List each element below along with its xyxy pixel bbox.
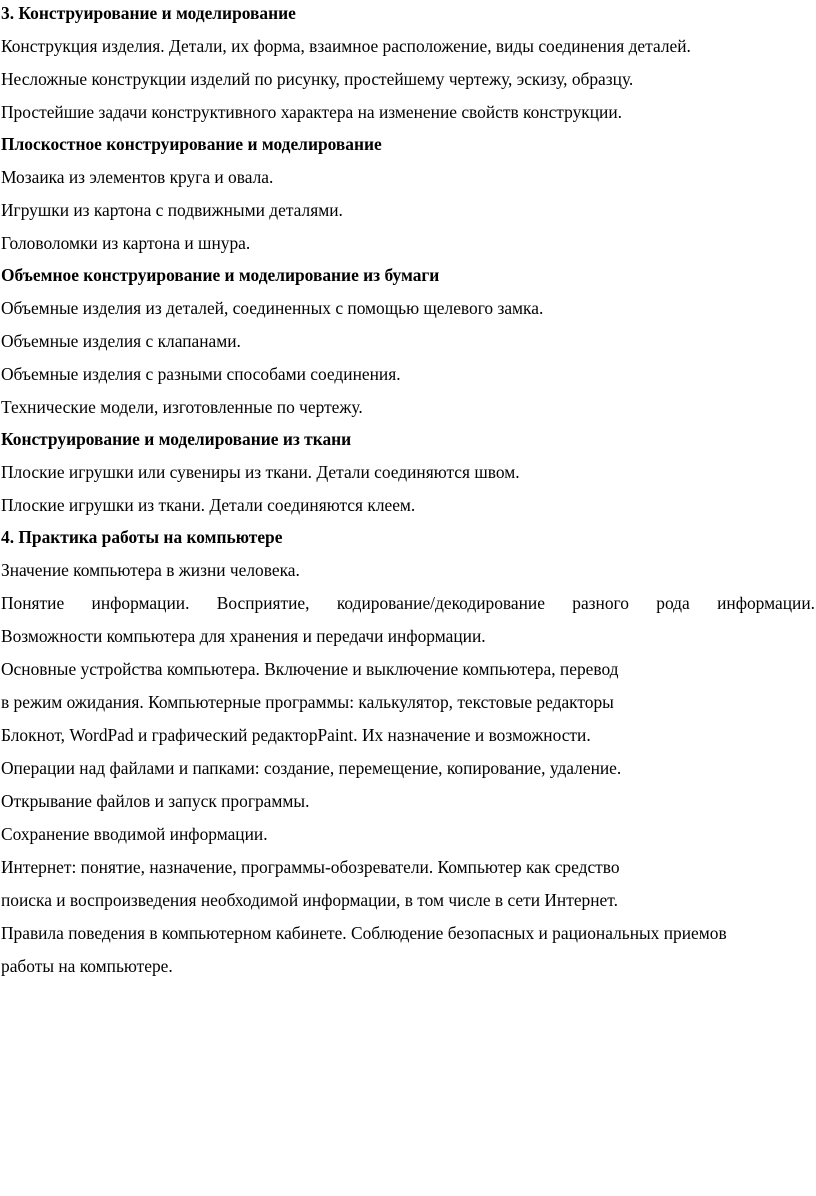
section-4-heading: 4. Практика работы на компьютере [1, 527, 283, 547]
section-3-paragraph: Простейшие задачи конструктивного характера на изменение свойств конструкции. [1, 102, 622, 122]
section-4-paragraph: работы на компьютере. [1, 956, 173, 976]
section-4-paragraph: Основные устройства компьютера. Включение и выключение компьютера, перевод [1, 659, 619, 679]
section-3-paragraph: Конструкция изделия. Детали, их форма, взаимное расположение, виды соединения деталей. [1, 36, 691, 56]
planar-item: Мозаика из элементов круга и овала. [1, 167, 274, 187]
justified-paragraph-line [1, 592, 815, 614]
word: разного [572, 593, 629, 613]
fabric-item: Плоские игрушки из ткани. Детали соединяются клеем. [1, 495, 416, 515]
volumetric-item: Технические модели, изготовленные по чертежу. [1, 397, 363, 417]
planar-item: Игрушки из картона с подвижными деталями. [1, 200, 343, 220]
section-4-paragraph: Значение компьютера в жизни человека. [1, 560, 300, 580]
section-4-paragraph: Сохранение вводимой информации. [1, 824, 268, 844]
volumetric-heading: Объемное конструирование и моделирование из бумаги [1, 265, 440, 285]
fabric-item: Плоские игрушки или сувениры из ткани. Детали соединяются швом. [1, 462, 520, 482]
section-4-paragraph: Интернет: понятие, назначение, программы-обозреватели. Компьютер как средство [1, 857, 620, 877]
volumetric-item: Объемные изделия с клапанами. [1, 331, 241, 351]
word: Восприятие, [216, 593, 310, 613]
section-3-heading: 3. Конструирование и моделирование [1, 3, 296, 23]
section-4-paragraph: Открывание файлов и запуск программы. [1, 791, 310, 811]
section-4-paragraph: Возможности компьютера для хранения и передачи информации. [1, 626, 486, 646]
word: кодирование/декодирование [336, 593, 545, 613]
planar-item: Головоломки из картона и шнура. [1, 233, 251, 253]
word: информации. [91, 593, 190, 613]
section-4-paragraph: Операции над файлами и папками: создание, перемещение, копирование, удаление. [1, 758, 622, 778]
section-4-paragraph: в режим ожидания. Компьютерные программы: калькулятор, текстовые редакторы [1, 692, 614, 712]
section-3-paragraph: Несложные конструкции изделий по рисунку, простейшему чертежу, эскизу, образцу. [1, 69, 634, 89]
word: информации. [717, 593, 815, 613]
word: Понятие [1, 593, 65, 613]
section-4-paragraph: Блокнот, WordPad и графический редакторPaint. Их назначение и возможности. [1, 725, 591, 745]
planar-heading: Плоскостное конструирование и моделирование [1, 134, 382, 154]
section-4-paragraph: Правила поведения в компьютерном кабинете. Соблюдение безопасных и рациональных приемов [1, 923, 727, 943]
section-4-paragraph: поиска и воспроизведения необходимой информации, в том числе в сети Интернет. [1, 890, 618, 910]
fabric-heading: Конструирование и моделирование из ткани [1, 429, 352, 449]
volumetric-item: Объемные изделия с разными способами соединения. [1, 364, 401, 384]
word: рода [656, 593, 690, 613]
volumetric-item: Объемные изделия из деталей, соединенных с помощью щелевого замка. [1, 298, 544, 318]
